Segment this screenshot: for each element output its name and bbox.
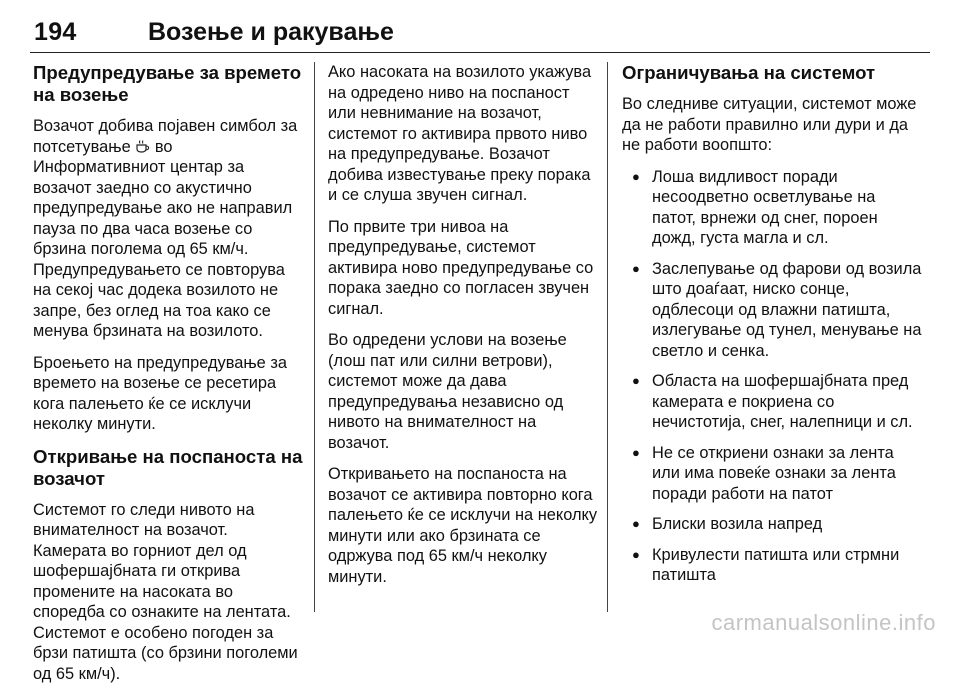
column-right (622, 62, 922, 596)
section-heading-system-limitations: Ограничувања на системот (622, 62, 876, 83)
list-item: ● Заслепување од фарови од возила што доаѓаат, ниско сонце, одблесоци од влажни патишта, излегување од тунел, менување на светло и сенка. (622, 259, 922, 362)
paragraph-text: Возачот добива појавен симбол за потсетување (33, 117, 298, 156)
column-divider (314, 62, 315, 612)
section-heading-drowsiness-detection: Откривање на поспаноста на возачот (33, 445, 303, 489)
list-item: ● Кривулести патишта или стрмни патишта (622, 545, 922, 586)
list-item: ● Блиски возила напред (622, 514, 922, 535)
coffee-cup-icon (135, 139, 150, 154)
chapter-title: Возење и ракување (148, 18, 394, 46)
paragraph: Во следниве ситуации, системот може да не работи правилно или дури и да не работи воопшто: (622, 95, 917, 154)
limitations-list (622, 167, 922, 586)
page-header (30, 18, 930, 53)
page-number: 194 (34, 18, 77, 46)
watermark: carmanualsonline.info (711, 610, 936, 635)
column-left (33, 62, 303, 695)
column-divider (607, 62, 608, 612)
paragraph: Ако насоката на возилото укажува на одредено ниво на поспаност или невнимание на возачот, системот го активира првото ниво на предупредување. Возачот добива известување преку порака и се слуша звучен сигнал. (328, 63, 592, 204)
column-middle (328, 62, 600, 598)
list-item: ● Областа на шофершајбната пред камерата е покриена со нечистотија, снег, налепници и сл. (622, 371, 922, 433)
paragraph: Системот го следи нивото на внимателност на возачот. Камерата во горниот дел од шофершајбната ги открива промените на насоката во споредба со ознаките на лентата. Системот е особено погоден за брзи патишта (со брзини поголеми од 65 км/ч). (33, 500, 298, 683)
section-heading-driving-time-warning: Предупредување за времето на возење (33, 62, 302, 105)
paragraph: Во одредени услови на возење (лош пат или силни ветрови), системот може да дава предупредувања независно од нивото на внимателност на возачот. (328, 331, 567, 452)
list-item: ● Лоша видливост поради несоодветно осветлување на патот, врнежи од снег, пороен дожд, густа магла и сл. (622, 167, 922, 249)
paragraph: Броењето на предупредување за времето на возење се ресетира кога палењето ќе се исклучи неколку минути. (33, 353, 287, 433)
paragraph-text: во Информативниот центар за возачот заедно со акустично предупредување ако не направил пауза по два часа возење со брзина поголема од 65 км/ч. Предупредувањето се повторува на секој час додека возилото не запре, без оглед на тоа како се менува брзината на возилото. (33, 137, 293, 340)
paragraph: По првите три нивоа на предупредување, системот активира ново предупредување со порака заедно со погласен звучен сигнал. (328, 217, 594, 318)
paragraph (33, 116, 303, 342)
list-item: ● Не се откриени ознаки за лента или има повеќе ознаки за лента поради работи на патот (622, 443, 922, 505)
paragraph: Откривањето на поспаноста на возачот се активира повторно кога палењето ќе се исклучи на неколку минути или ако брзината се одржува под 65 км/ч неколку минути. (328, 465, 598, 586)
